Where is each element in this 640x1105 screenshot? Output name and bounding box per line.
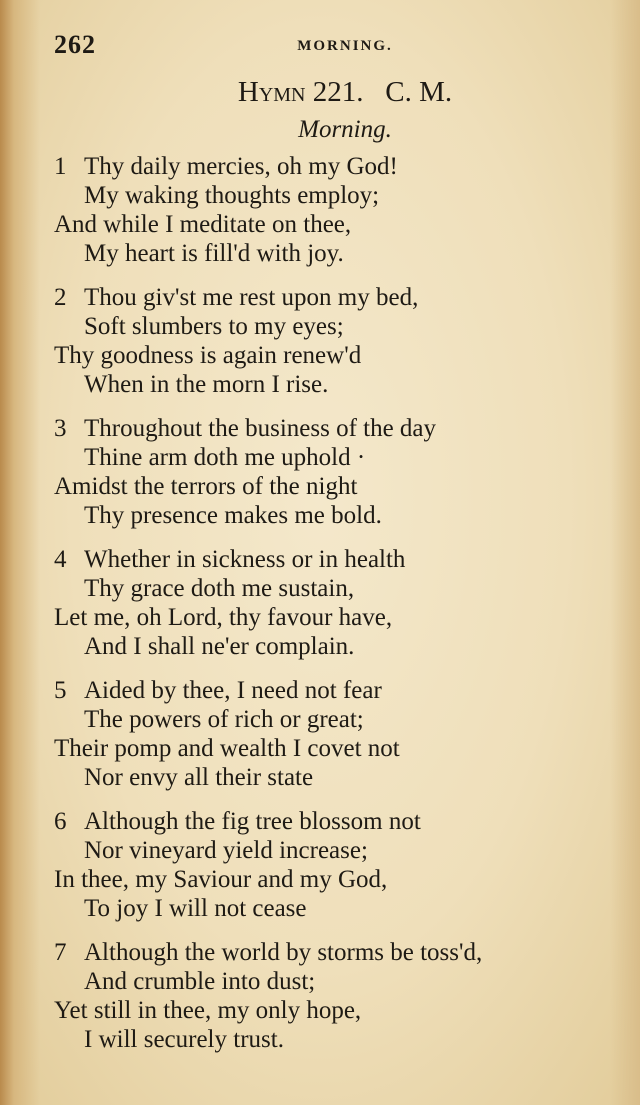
verse-line: Nor vineyard yield increase; — [84, 837, 368, 864]
running-head: MORNING. — [297, 38, 393, 54]
verse-7 — [54, 938, 624, 1054]
verse-line: To joy I will not cease — [84, 895, 307, 922]
hymn-number: 221. — [312, 76, 364, 108]
verse-line: When in the morn I rise. — [84, 371, 329, 398]
hymn-label-rest: ymn — [258, 76, 306, 108]
verse-line: The powers of rich or great; — [84, 706, 364, 733]
verse-line: Amidst the terrors of the night — [54, 473, 358, 500]
hymn-subtitle: Morning. — [298, 116, 392, 143]
verse-line: Their pomp and wealth I covet not — [54, 735, 400, 762]
page-number: 262 — [54, 30, 96, 59]
verse-line: Thine arm doth me uphold · — [84, 444, 366, 471]
verse-number: 6 — [54, 808, 67, 835]
verse-line: And while I meditate on thee, — [54, 211, 352, 238]
verse-line: Throughout the business of the day — [84, 415, 437, 442]
hymn-label-initial: H — [237, 76, 259, 108]
verse-line: Thou giv'st me rest upon my bed, — [84, 284, 419, 311]
verse-number: 7 — [54, 939, 67, 966]
verse-line: Although the fig tree blossom not — [84, 808, 421, 835]
verse-line: My waking thoughts employ; — [84, 182, 380, 209]
verse-number: 2 — [54, 284, 67, 311]
verse-number: 4 — [54, 546, 67, 573]
verse-line: And crumble into dust; — [84, 968, 316, 995]
verse-1 — [54, 152, 624, 268]
verse-number: 3 — [54, 415, 67, 442]
verse-number: 1 — [54, 153, 67, 180]
verse-line: And I shall ne'er complain. — [84, 633, 355, 660]
verse-line: Thy grace doth me sustain, — [84, 575, 355, 602]
page-edge-shadow-left — [0, 0, 40, 1105]
verse-line: Thy goodness is again renew'd — [54, 342, 362, 369]
verse-line: Although the world by storms be toss'd, — [84, 939, 483, 966]
hymn-verses — [54, 152, 624, 1069]
verse-6 — [54, 807, 624, 923]
verse-2 — [54, 283, 624, 399]
hymn-meter: C. M. — [385, 76, 453, 108]
verse-3 — [54, 414, 624, 530]
hymn-heading — [0, 76, 640, 109]
verse-line: Whether in sickness or in health — [84, 546, 406, 573]
verse-line: Thy presence makes me bold. — [84, 502, 382, 529]
verse-line: Soft slumbers to my eyes; — [84, 313, 344, 340]
verse-line: Aided by thee, I need not fear — [84, 677, 382, 704]
verse-line: In thee, my Saviour and my God, — [54, 866, 388, 893]
verse-line: Yet still in thee, my only hope, — [54, 997, 362, 1024]
verse-line: My heart is fill'd with joy. — [84, 240, 344, 267]
verse-line: Nor envy all their state — [84, 764, 314, 791]
verse-line: I will securely trust. — [84, 1026, 284, 1053]
verse-line: Thy daily mercies, oh my God! — [84, 153, 398, 180]
verse-5 — [54, 676, 624, 792]
verse-line: Let me, oh Lord, thy favour have, — [54, 604, 393, 631]
verse-4 — [54, 545, 624, 661]
verse-number: 5 — [54, 677, 67, 704]
